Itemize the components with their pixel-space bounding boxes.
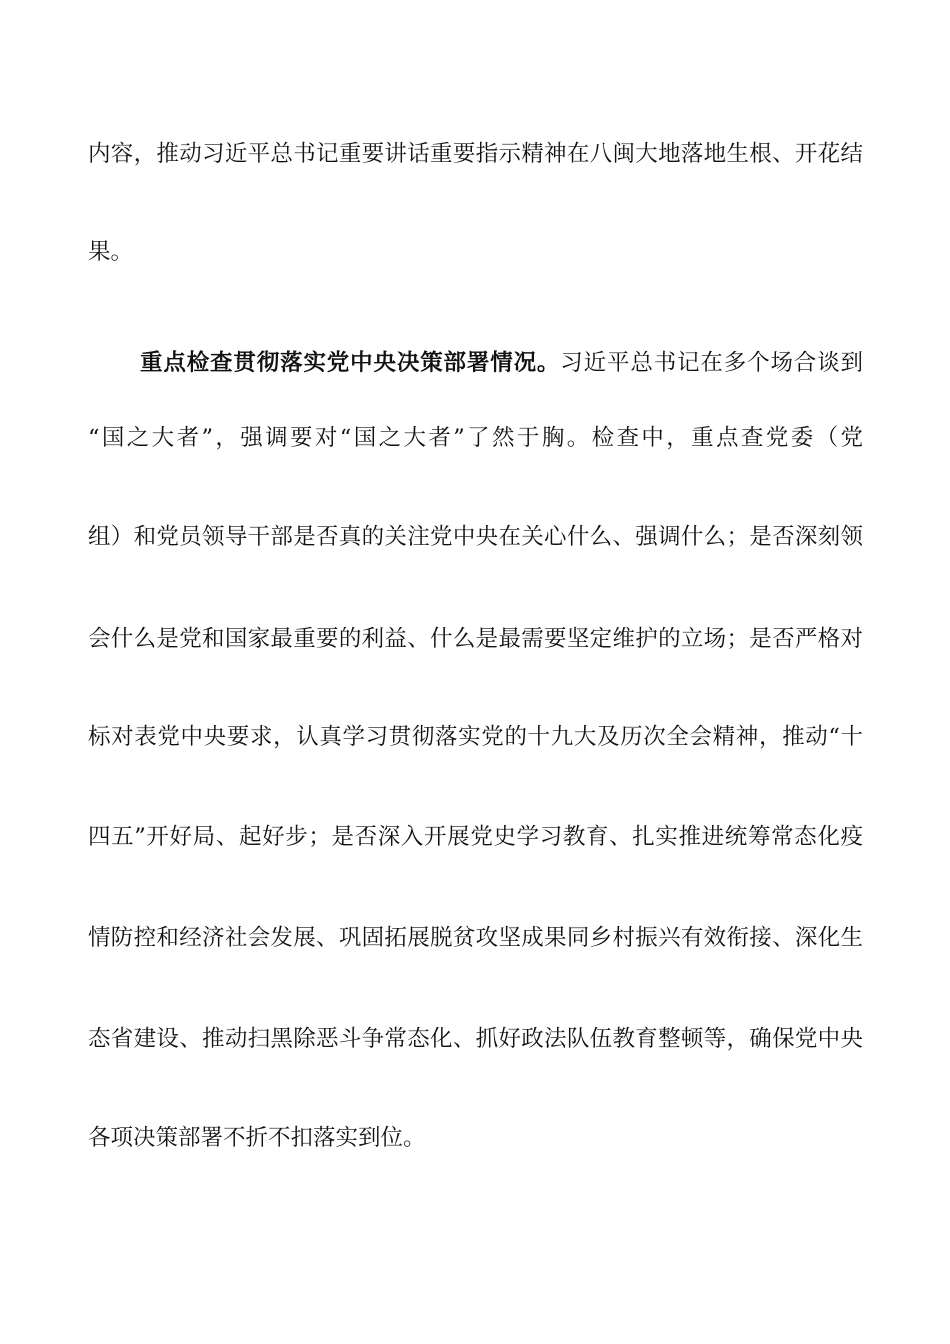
paragraph-line: “国之大者”，强调要对“国之大者”了然于胸。检查中，重点查党委（党 — [88, 425, 863, 451]
paragraph-line: 情防控和经济社会发展、巩固拓展脱贫攻坚成果同乡村振兴有效衔接、深化生 — [88, 925, 863, 951]
paragraph-line: 四五”开好局、起好步；是否深入开展党史学习教育、扎实推进统筹常态化疫 — [88, 824, 863, 850]
paragraph-text: 习近平总书记在多个场合谈到 — [560, 350, 863, 376]
paragraph-line: 组）和党员领导干部是否真的关注党中央在关心什么、强调什么；是否深刻领 — [88, 524, 863, 550]
paragraph-line: 果。 — [88, 239, 134, 265]
section-heading: 重点检查贯彻落实党中央决策部署情况。 — [140, 350, 561, 376]
paragraph-line: 态省建设、推动扫黑除恶斗争常态化、抓好政法队伍教育整顿等，确保党中央 — [88, 1026, 863, 1052]
paragraph-line: 标对表党中央要求，认真学习贯彻落实党的十九大及历次全会精神，推动“十 — [88, 724, 863, 750]
paragraph-first-line — [140, 343, 863, 383]
paragraph-line: 各项决策部署不折不扣落实到位。 — [88, 1125, 426, 1151]
paragraph-line: 内容，推动习近平总书记重要讲话重要指示精神在八闽大地落地生根、开花结 — [88, 141, 863, 167]
paragraph-line: 会什么是党和国家最重要的利益、什么是最需要坚定维护的立场；是否严格对 — [88, 626, 863, 652]
